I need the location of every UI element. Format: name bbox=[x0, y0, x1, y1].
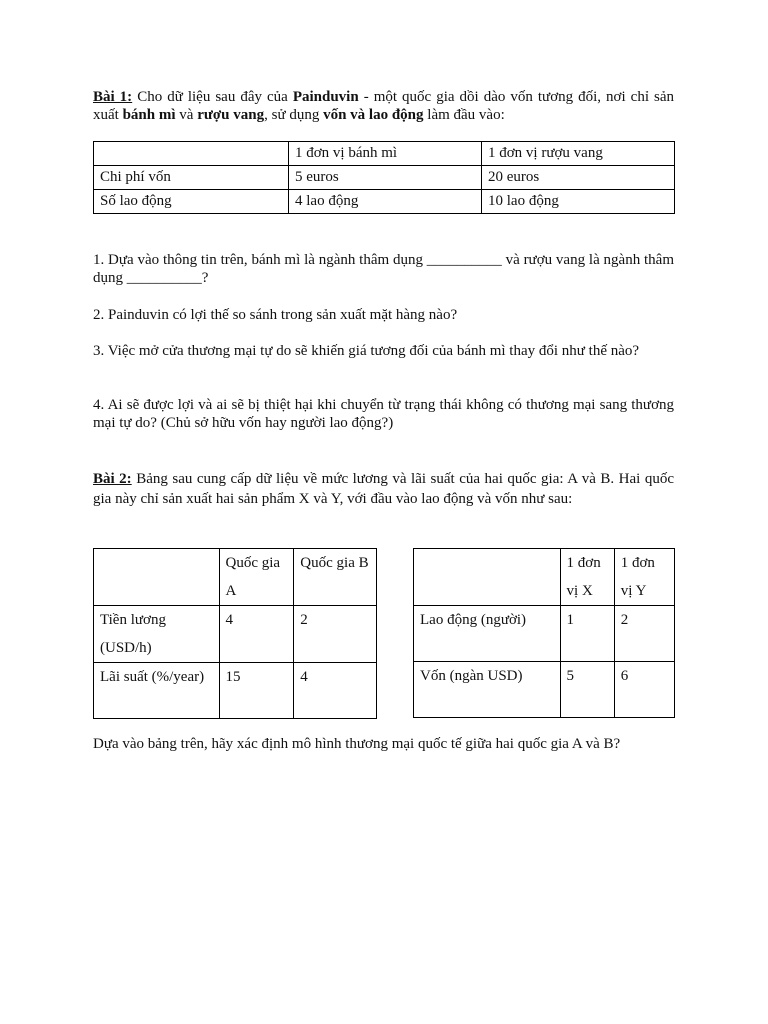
table-row bbox=[414, 549, 675, 606]
table-row-label: Lãi suất (%/year) bbox=[94, 663, 220, 719]
table-row bbox=[94, 142, 675, 166]
bai1-intro-text-2: - một quốc gia dồi dào vốn tương đối, nơi chỉ sản xuất bbox=[93, 89, 674, 123]
table-row bbox=[94, 166, 675, 190]
table-row-label: Tiền lương (USD/h) bbox=[94, 606, 220, 663]
table-row bbox=[414, 662, 675, 718]
bai2-table-inputs bbox=[413, 548, 675, 718]
table-row-label: Số lao động bbox=[94, 190, 289, 214]
table-cell: 20 euros bbox=[482, 166, 675, 190]
bai1-question-1: 1. Dựa vào thông tin trên, bánh mì là ngành thâm dụng __________ và rượu vang là ngành thâm dụng __________? bbox=[93, 252, 674, 286]
bai1-and: và bbox=[175, 107, 198, 123]
bai1-question-3: 3. Việc mở cửa thương mại tự do sẽ khiến giá tương đối của bánh mì thay đổi như thế nào? bbox=[93, 343, 640, 359]
table-cell: 5 bbox=[560, 662, 614, 718]
table-header-cell: 1 đơn vị bánh mì bbox=[289, 142, 482, 166]
table-row bbox=[414, 606, 675, 662]
table-cell: 4 lao động bbox=[289, 190, 482, 214]
table-row bbox=[94, 190, 675, 214]
table-header-cell: 1 đơn vị X bbox=[560, 549, 614, 606]
table-header-cell: 1 đơn vị rượu vang bbox=[482, 142, 675, 166]
bai1-table bbox=[93, 141, 675, 214]
table-cell: 15 bbox=[219, 663, 294, 719]
bai1-question-2: 2. Painduvin có lợi thế so sánh trong sản xuất mặt hàng nào? bbox=[93, 307, 458, 323]
bai1-country: Painduvin bbox=[292, 89, 359, 105]
table-cell: 6 bbox=[614, 662, 674, 718]
table-cell: 5 euros bbox=[289, 166, 482, 190]
table-cell: 4 bbox=[294, 663, 377, 719]
table-header-cell: Quốc gia A bbox=[219, 549, 294, 606]
table-cell: 1 bbox=[560, 606, 614, 662]
table-row-label: Chi phí vốn bbox=[94, 166, 289, 190]
table-row-label: Lao động (người) bbox=[414, 606, 561, 662]
table-cell bbox=[94, 549, 220, 606]
table-cell: 2 bbox=[294, 606, 377, 663]
bai1-inputs: vốn và lao động bbox=[323, 107, 424, 123]
bai1-intro bbox=[93, 88, 674, 124]
table-cell bbox=[94, 142, 289, 166]
bai2-table-wages-interest bbox=[93, 548, 377, 719]
bai1-product-1: bánh mì bbox=[122, 107, 176, 123]
bai1-intro-text-3: , sử dụng bbox=[264, 107, 324, 123]
bai2-question: Dựa vào bảng trên, hãy xác định mô hình thương mại quốc tế giữa hai quốc gia A và B? bbox=[93, 736, 621, 752]
table-header-cell: Quốc gia B bbox=[294, 549, 377, 606]
table-row bbox=[94, 606, 377, 663]
bai1-question-4: 4. Ai sẽ được lợi và ai sẽ bị thiệt hại khi chuyển từ trạng thái không có thương mại sang thương mại tự do? (Chủ sở hữu vốn hay người lao động?) bbox=[93, 397, 674, 431]
table-cell: 4 bbox=[219, 606, 294, 663]
table-row-label: Vốn (ngàn USD) bbox=[414, 662, 561, 718]
bai1-product-2: rượu vang bbox=[197, 107, 265, 123]
bai1-label: Bài 1: bbox=[93, 89, 133, 105]
table-cell: 10 lao động bbox=[482, 190, 675, 214]
table-cell: 2 bbox=[614, 606, 674, 662]
bai2-label: Bài 2: bbox=[93, 471, 132, 487]
table-header-cell: 1 đơn vị Y bbox=[614, 549, 674, 606]
bai2-intro-text: Bảng sau cung cấp dữ liệu về mức lương và lãi suất của hai quốc gia: A và B. Hai quốc gia này chỉ sản xuất hai sản phẩm X và Y, với đầu vào lao động và vốn như sau: bbox=[93, 471, 675, 507]
bai1-intro-text-4: làm đầu vào: bbox=[423, 107, 505, 123]
table-row bbox=[94, 549, 377, 606]
bai2-intro bbox=[93, 469, 674, 509]
table-cell bbox=[414, 549, 561, 606]
bai1-intro-text-1: Cho dữ liệu sau đây của bbox=[132, 89, 293, 105]
table-row bbox=[94, 663, 377, 719]
